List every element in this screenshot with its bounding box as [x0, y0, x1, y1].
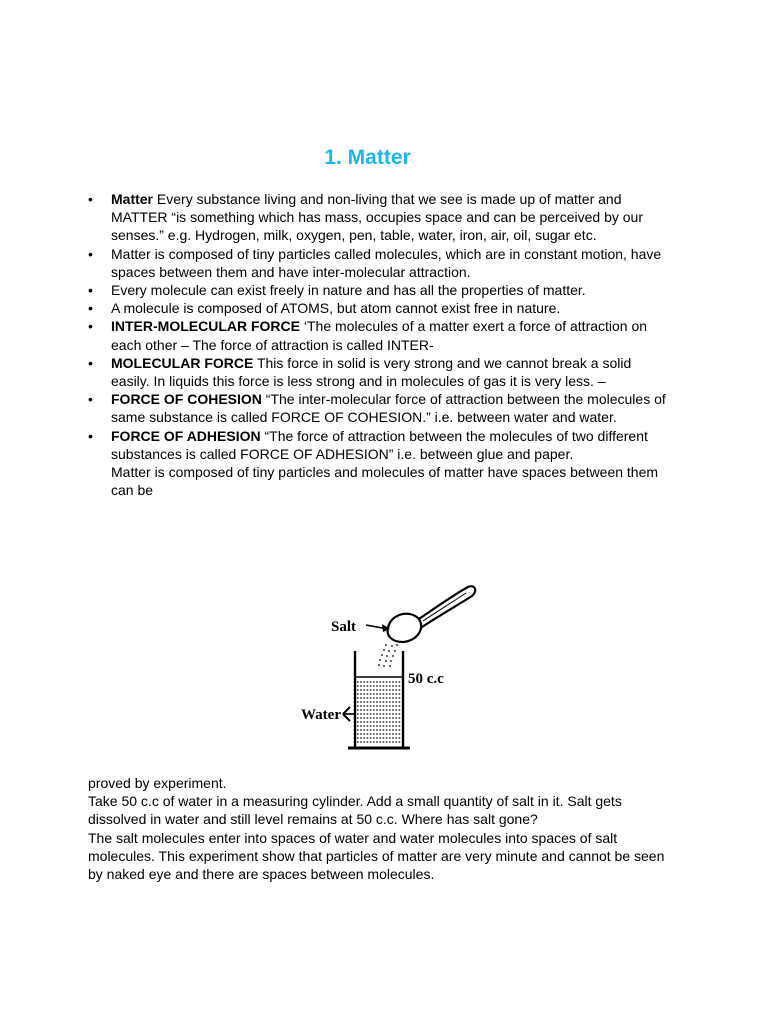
list-item [88, 390, 671, 426]
bullet-term: INTER-MOLECULAR FORCE [111, 318, 300, 335]
bullet-term: MOLECULAR FORCE [111, 354, 254, 371]
list-item-continuation [111, 463, 671, 499]
bullet-text: “The inter-molecular force of attraction between the molecules of same substance is called FORCE OF COHESION.” i.e. between water and water. [111, 391, 666, 426]
volume-label: 50 c.c [408, 671, 444, 687]
bullet-term: Matter [111, 191, 154, 207]
bullet-text: A molecule is composed of ATOMS, but atom cannot exist free in nature. [111, 300, 561, 317]
bullet-text: Matter is composed of tiny particles called molecules, which are in constant motion, have spaces between them and have inter-molecular attraction. [111, 245, 662, 280]
list-item [88, 190, 671, 245]
bullet-dot: • [88, 427, 93, 444]
water-label: Water [301, 707, 341, 723]
bullet-dot: • [88, 354, 93, 371]
bullet-dot: • [88, 318, 93, 335]
spoon-bowl-icon [388, 614, 422, 642]
bullet-text: “The force of attraction between the molecules of two different substances is called FORCE OF ADHESION” i.e. between glue and paper. [111, 427, 648, 462]
bullet-text: ‘The molecules of a matter exert a force of attraction on each other – The force of attraction is called INTER- [111, 318, 648, 353]
list-item [88, 299, 671, 317]
list-item [88, 281, 671, 299]
bullet-list [88, 190, 671, 499]
bullet-text: This force in solid is very strong and we cannot break a solid easily. In liquids this force is less strong and in molecules of gas it is very less. – [111, 354, 632, 390]
salt-label: Salt [331, 619, 357, 635]
bullet-dot: • [88, 191, 93, 207]
paragraph: Take 50 c.c of water in a measuring cylinder. Add a small quantity of salt in it. Salt gets dissolved in water and still level remains at 50 c.c. Where has salt gone? [88, 793, 622, 828]
list-item [88, 245, 671, 281]
bullet-text: Every substance living and non-living that we see is made up of matter and MATTER “is something which has mass, occupies space and can be perceived by our senses.” e.g. Hydrogen, milk, oxygen, pen, table, water, iron, air, oil, sugar etc. [111, 191, 643, 244]
page-title: 1. Matter [324, 146, 411, 169]
bullet-term: FORCE OF COHESION [111, 391, 262, 408]
salt-grains-icon [378, 644, 398, 667]
salt-experiment-figure [298, 585, 483, 760]
continuation-text: Matter is composed of tiny particles and molecules of matter have spaces between them can be [111, 464, 659, 499]
paragraph: proved by experiment. [88, 775, 227, 791]
paragraph: The salt molecules enter into spaces of water and water molecules into spaces of salt molecules. This experiment show that particles of matter are very minute and cannot be seen by naked eye and there are spaces between molecules. [88, 829, 665, 883]
bullet-dot: • [88, 300, 93, 317]
bullet-text: Every molecule can exist freely in nature and has all the properties of matter. [111, 282, 586, 299]
bullet-term: FORCE OF ADHESION [111, 427, 261, 444]
bullet-dot: • [88, 282, 93, 299]
bullet-dot: • [88, 245, 93, 262]
list-item [88, 427, 671, 463]
list-item [88, 317, 671, 353]
list-item [88, 354, 671, 390]
salt-experiment-illustration [298, 585, 483, 760]
bullet-dot: • [88, 391, 93, 408]
experiment-description [88, 774, 678, 883]
